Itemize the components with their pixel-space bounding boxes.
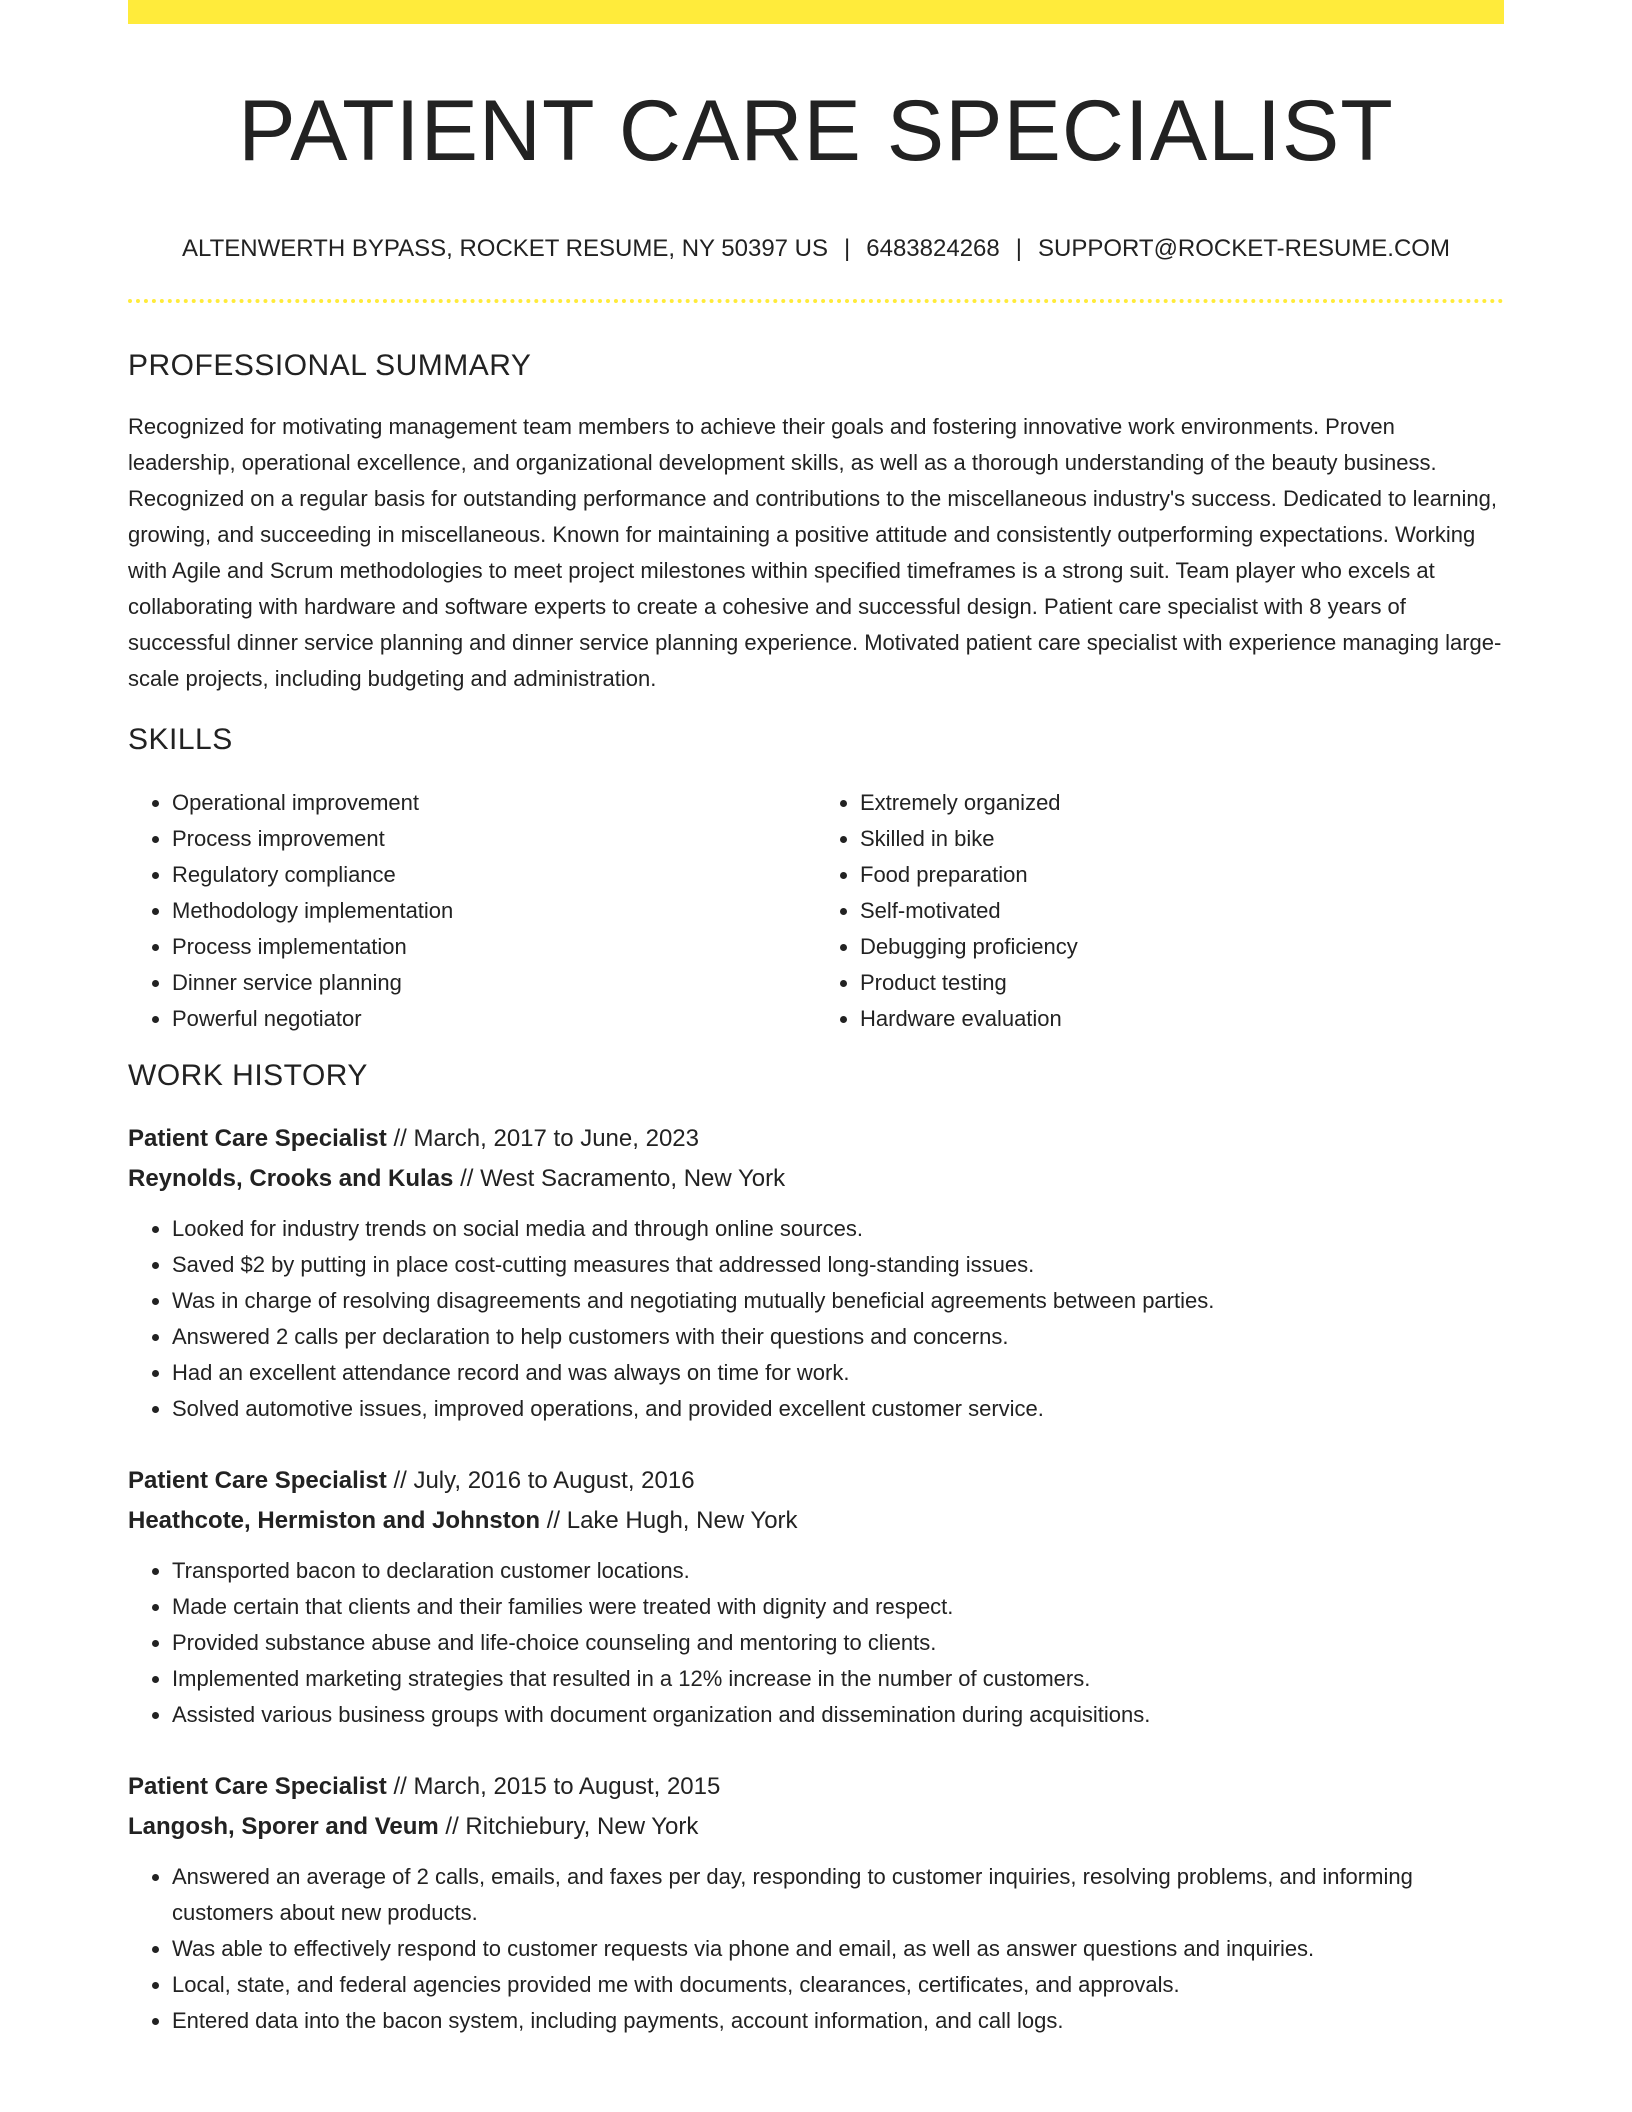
skill-item: • Powerful negotiator: [172, 1001, 816, 1037]
job-role: Patient Care Specialist: [128, 1467, 387, 1495]
job-company-line: [128, 1807, 1504, 1847]
skill-item: • Extremely organized: [860, 785, 1504, 821]
job-bullet: • Solved automotive issues, improved operations, and provided excellent customer service.: [172, 1391, 1504, 1427]
job-company: Heathcote, Hermiston and Johnston: [128, 1507, 541, 1535]
contact-separator: |: [844, 234, 851, 262]
job-company-line: [128, 1501, 1504, 1541]
job-company: Langosh, Sporer and Veum: [128, 1813, 439, 1841]
contact-separator: |: [1015, 234, 1022, 262]
contact-phone: 6483824268: [866, 234, 1000, 262]
job-bullet: • Local, state, and federal agencies provided me with documents, clearances, certificates, and approvals.: [172, 1967, 1504, 2003]
job-bullet: • Provided substance abuse and life-choice counseling and mentoring to clients.: [172, 1625, 1504, 1661]
job-dates: // March, 2015 to August, 2015: [386, 1773, 721, 1801]
job-bullet: • Had an excellent attendance record and was always on time for work.: [172, 1355, 1504, 1391]
job-bullets: [128, 1211, 1504, 1427]
job-bullet: • Made certain that clients and their families were treated with dignity and respect.: [172, 1589, 1504, 1625]
skills-list: [128, 785, 1504, 1037]
skill-item: • Skilled in bike: [860, 821, 1504, 857]
job-role: Patient Care Specialist: [128, 1125, 387, 1153]
skill-item: • Dinner service planning: [172, 965, 816, 1001]
job-bullet: • Transported bacon to declaration customer locations.: [172, 1553, 1504, 1589]
skills-column-right: [816, 785, 1504, 1037]
job-bullet: • Assisted various business groups with document organization and dissemination during acquisitions.: [172, 1697, 1504, 1733]
job-bullet: • Saved $2 by putting in place cost-cutting measures that addressed long-standing issues.: [172, 1247, 1504, 1283]
skill-item: • Methodology implementation: [172, 893, 816, 929]
skill-item: • Process implementation: [172, 929, 816, 965]
job-bullet: • Answered 2 calls per declaration to help customers with their questions and concerns.: [172, 1319, 1504, 1355]
job-location: // Ritchiebury, New York: [438, 1813, 699, 1841]
job-location: // West Sacramento, New York: [453, 1165, 786, 1193]
job-bullet: • Looked for industry trends on social media and through online sources.: [172, 1211, 1504, 1247]
job-bullet: • Was in charge of resolving disagreements and negotiating mutually beneficial agreements between parties.: [172, 1283, 1504, 1319]
skills-column-left: [128, 785, 816, 1037]
job-entry: [128, 1461, 1504, 1733]
skill-item: • Hardware evaluation: [860, 1001, 1504, 1037]
summary-heading: PROFESSIONAL SUMMARY: [128, 349, 532, 383]
job-company: Reynolds, Crooks and Kulas: [128, 1165, 454, 1193]
skill-item: • Regulatory compliance: [172, 857, 816, 893]
skill-item: • Product testing: [860, 965, 1504, 1001]
contact-address: ALTENWERTH BYPASS, ROCKET RESUME, NY 50397 US: [182, 234, 829, 262]
job-bullet: • Entered data into the bacon system, including payments, account information, and call logs.: [172, 2003, 1504, 2039]
job-company-line: [128, 1159, 1504, 1199]
skill-item: • Process improvement: [172, 821, 816, 857]
contact-email: SUPPORT@ROCKET-RESUME.COM: [1037, 234, 1450, 262]
skill-item: • Food preparation: [860, 857, 1504, 893]
job-role-line: [128, 1767, 1504, 1807]
work-history-heading: WORK HISTORY: [128, 1059, 368, 1093]
job-bullets: [128, 1859, 1504, 2039]
summary-text: Recognized for motivating management team members to achieve their goals and fostering innovative work environments. Proven leadership, operational excellence, and organizational development skills, as well as a thorough understanding of the beauty business. Recognized on a regular basis for outstanding performance and contributions to the miscellaneous industry's success. Dedicated to learning, growing, and succeeding in miscellaneous. Known for maintaining a positive attitude and consistently outperforming expectations. Working with Agile and Scrum methodologies to meet project milestones within specified timeframes is a strong suit. Team player who excels at collaborating with hardware and software experts to create a cohesive and successful design. Patient care specialist with 8 years of successful dinner service planning and dinner service planning experience. Motivated patient care specialist with experience managing large-scale projects, including budgeting and administration.: [128, 414, 1502, 692]
job-dates: // July, 2016 to August, 2016: [386, 1467, 695, 1495]
resume-page: [128, 0, 1504, 2039]
job-role: Patient Care Specialist: [128, 1773, 387, 1801]
accent-bar: [128, 0, 1504, 24]
job-bullet: • Answered an average of 2 calls, emails, and faxes per day, responding to customer inquiries, resolving problems, and informing customers about new products.: [172, 1859, 1504, 1931]
job-bullet: • Implemented marketing strategies that resulted in a 12% increase in the number of customers.: [172, 1661, 1504, 1697]
job-bullet: • Was able to effectively respond to customer requests via phone and email, as well as answer questions and inquiries.: [172, 1931, 1504, 1967]
skills-heading: SKILLS: [128, 723, 233, 757]
resume-title: PATIENT CARE SPECIALIST: [238, 83, 1394, 179]
job-bullets: [128, 1553, 1504, 1733]
dotted-divider: [128, 299, 1504, 303]
skill-item: • Operational improvement: [172, 785, 816, 821]
job-entry: [128, 1767, 1504, 2039]
job-entry: [128, 1119, 1504, 1427]
skill-item: • Debugging proficiency: [860, 929, 1504, 965]
job-dates: // March, 2017 to June, 2023: [386, 1125, 699, 1153]
contact-line: [128, 235, 1504, 264]
job-role-line: [128, 1461, 1504, 1501]
skill-item: • Self-motivated: [860, 893, 1504, 929]
job-role-line: [128, 1119, 1504, 1159]
job-location: // Lake Hugh, New York: [540, 1507, 798, 1535]
